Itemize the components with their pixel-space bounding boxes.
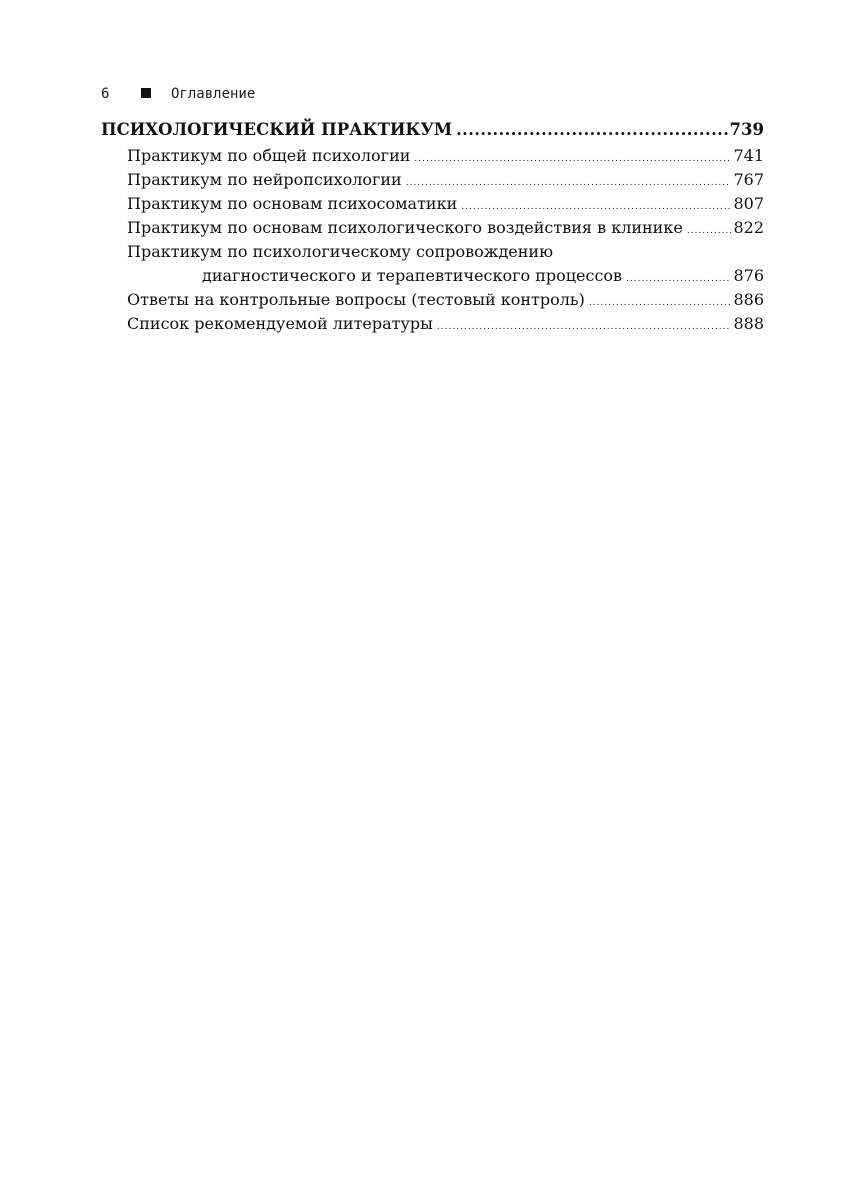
- toc-entry-page: 876: [733, 266, 764, 285]
- toc-entry-page: 822: [733, 218, 764, 237]
- toc-entry-title: Ответы на контрольные вопросы (тестовый контроль): [127, 290, 585, 309]
- toc-entry-title: Практикум по нейропсихологии: [127, 170, 402, 189]
- running-head: [101, 86, 255, 102]
- toc-entry[interactable]: [101, 168, 764, 192]
- table-of-contents: [101, 118, 764, 336]
- page-number: 6: [101, 86, 110, 102]
- dot-leader: [414, 144, 731, 171]
- dot-leader: [461, 192, 731, 219]
- toc-section-page: 739: [729, 120, 764, 139]
- toc-entry-title-line2: диагностического и терапевтического процессов: [202, 266, 623, 285]
- toc-entry-page: 888: [733, 314, 764, 333]
- toc-entry-page: 807: [733, 194, 764, 213]
- dot-leader: [626, 264, 731, 291]
- toc-section-row[interactable]: [101, 118, 764, 144]
- toc-entry[interactable]: [101, 216, 764, 240]
- dot-leader: [406, 168, 732, 195]
- toc-entry[interactable]: [101, 312, 764, 336]
- dot-leader: [456, 118, 727, 142]
- toc-entry-title-line1: Практикум по психологическому сопровождению: [127, 242, 554, 261]
- toc-section-title: ПСИХОЛОГИЧЕСКИЙ ПРАКТИКУМ: [101, 120, 453, 139]
- toc-entry-multiline-cont[interactable]: [101, 264, 764, 288]
- toc-entry[interactable]: [101, 144, 764, 168]
- running-head-title: Оглавление: [171, 86, 256, 102]
- toc-entry[interactable]: [101, 288, 764, 312]
- dot-leader: [589, 288, 732, 315]
- toc-entry-page: 741: [733, 146, 764, 165]
- toc-entry-title: Практикум по общей психологии: [127, 146, 411, 165]
- dot-leader: [687, 216, 732, 243]
- toc-entry-title: Практикум по основам психосоматики: [127, 194, 458, 213]
- toc-entry-page: 886: [733, 290, 764, 309]
- toc-entry[interactable]: [101, 192, 764, 216]
- toc-entry-multiline-first[interactable]: [101, 240, 764, 264]
- toc-entry-title: Практикум по основам психологического воздействия в клинике: [127, 218, 683, 237]
- dot-leader: [437, 312, 732, 339]
- toc-entry-title: Список рекомендуемой литературы: [127, 314, 433, 333]
- toc-entry-page: 767: [733, 170, 764, 189]
- black-square-icon: [141, 88, 151, 98]
